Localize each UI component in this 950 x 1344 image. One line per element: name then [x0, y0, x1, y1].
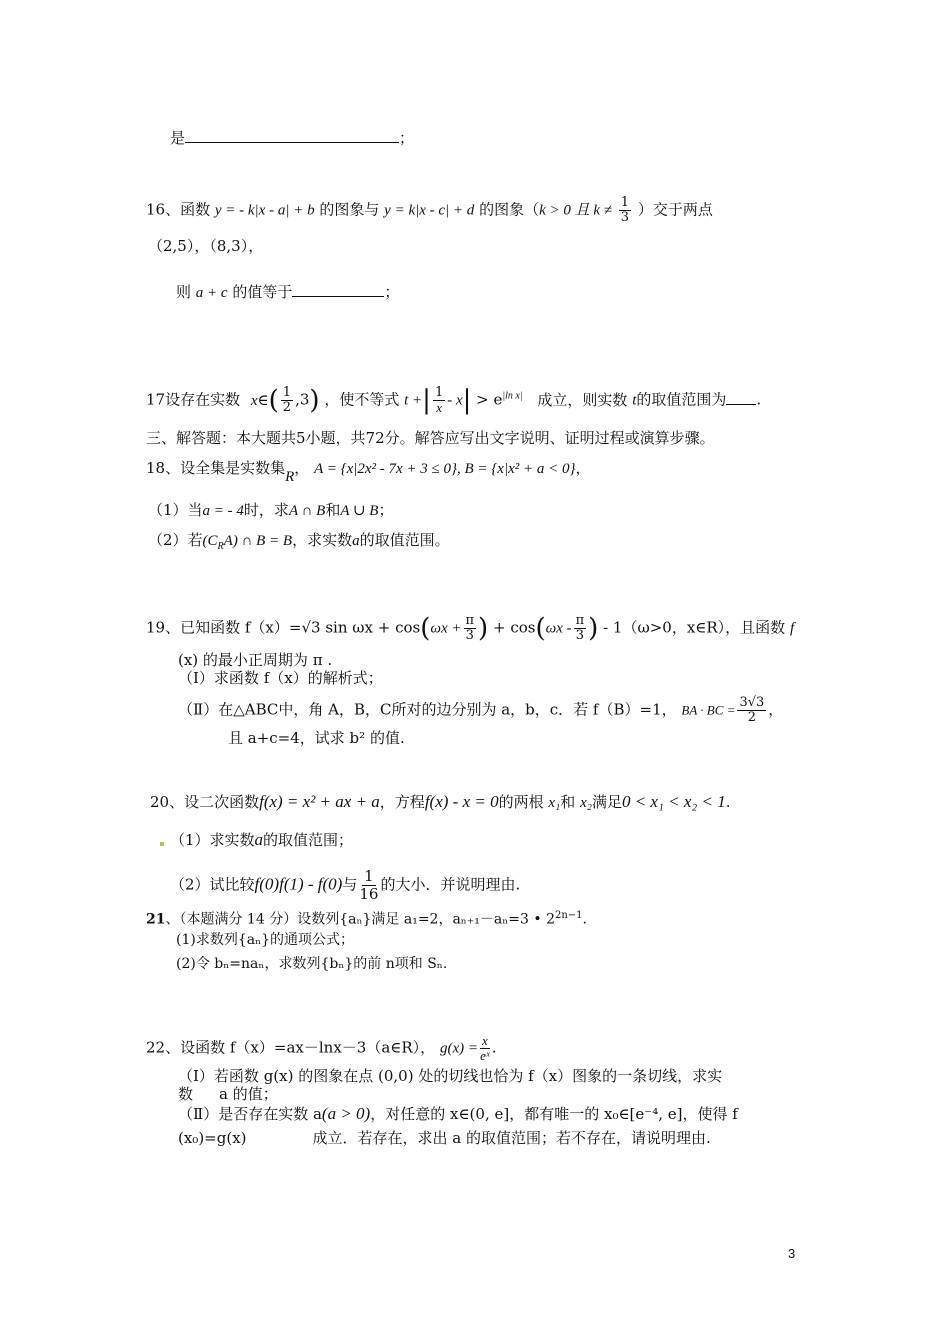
q19-part2-fraction: $\frac{3√3}{2}$	[739, 695, 765, 725]
q19-pi-fraction-1: $\frac{\pi}{3}$	[465, 613, 475, 643]
q19-part1: （Ⅰ）求函数 f（x）的解析式；	[178, 669, 383, 687]
q17-line: 17设存在实数 x∈( $\frac{1}{2}$ ,3) ，使不等式 t +| $\frac{1}{x}$ - $x| > e^{|ln x|}$ 成立，则实数 t的取值范围为 .	[146, 385, 762, 416]
q20-line1: 20、设二次函数f(x) = x² + ax + a，方程f(x) - x = 0的两根 x₁和 x₂满足0 < x₁ < x₂ < 1.	[150, 792, 731, 811]
section-3-heading: 三、解答题：本大题共5小题，共72分。解答应写出文字说明、证明过程或演算步骤。	[146, 429, 715, 447]
q22-part1-line1: （Ⅰ）若函数 g(x) 的图象在点 (0,0) 处的切线也恰为 f（x）图象的一条切线，求实	[178, 1067, 723, 1085]
q19-line2: (x) 的最小正周期为 π .	[178, 651, 333, 669]
q19-line1: 19、已知函数 f（x）=√3 sin ωx + cos(ωx + $\frac{\pi}{3}$ ) + cos(ωx - $\frac{\pi}{3}$ ) - 1（ω>0，x∈R），且函数 f	[146, 613, 795, 644]
q20-fraction: $\frac{1}{16}$	[359, 867, 379, 903]
q22-part1-line2: 数 a 的值；	[178, 1085, 278, 1103]
q18-part1: （1）当a = - 4时，求A ∩ B和A ∪ B；	[148, 501, 394, 519]
q18-part2: （2）若$(C_RA)$ ∩ B = B，求实数a的取值范围。	[148, 531, 450, 552]
q19-part2-line2: 且 a+c=4，试求 b² 的值.	[228, 729, 405, 747]
q17-abs-fraction: $\frac{1}{x}$	[434, 385, 444, 415]
q22-part2-line2: (x₀)=g(x) 成立．若存在，求出 a 的取值范围；若不存在，请说明理由.	[178, 1129, 711, 1147]
q16-ask: 则 a + c 的值等于 ；	[176, 283, 400, 301]
q22-g-fraction: $\frac{x}{\text{eˣ}}$	[480, 1033, 490, 1063]
q20-part1: （1）求实数a的取值范围；	[170, 830, 354, 849]
page-number: 3	[788, 1246, 796, 1261]
q17-interval-fraction: $\frac{1}{2}$	[282, 385, 292, 415]
q21-part2: (2)令 bₙ=naₙ，求数列{bₙ}的前 n项和 Sₙ.	[176, 956, 448, 972]
q16-points: （2,5），（8,3），	[148, 237, 264, 255]
q21-line1: 21、（本题满分 14 分）设数列{aₙ}满足 a₁=2，aₙ₊₁－aₙ=3 • $2^{2n-1}$.	[146, 910, 587, 928]
q15-answer-blank	[185, 142, 399, 143]
q19-part2: （Ⅱ）在△ABC中，角 A，B，C所对的边分别为 a，b，c．若 f（B）=1， BA · BC = $\frac{3√3}{2}$ ，	[178, 695, 784, 725]
q21-part1: (1)求数列{aₙ}的通项公式；	[176, 932, 355, 948]
q15-line: 是 ；	[170, 129, 415, 147]
q18-line1: 18、设全集是实数集R， A = {x|2x² - 7x + 3 ≤ 0}, B = {x|x² + a < 0}，	[146, 459, 591, 485]
q22-line1: 22、设函数 f（x）=ax－lnx－3（a∈R）， g(x) = $\frac{x}{\text{eˣ}}$ .	[146, 1033, 497, 1063]
q16-fraction: $\frac{1}{3}$	[620, 195, 630, 225]
q16-line1: 16、函数 y = - k|x - a| + b 的图象与 y = k|x - c| + d 的图象（k > 0 且 k ≠ $\frac{1}{3}$ ）交于两点	[146, 195, 713, 225]
q20-part2: （2）试比较f(0)f(1) - f(0)与 $\frac{1}{16}$ 的大小．并说明理由.	[170, 867, 521, 903]
q22-part2-line1: （Ⅱ）是否存在实数 a(a > 0)，对任意的 x∈(0, e]，都有唯一的 x₀∈[e⁻⁴, e]，使得 f	[178, 1104, 738, 1123]
q16-answer-blank	[292, 296, 384, 297]
stray-mark	[160, 842, 164, 846]
q17-answer-blank	[726, 404, 756, 405]
q19-pi-fraction-2: $\frac{\pi}{3}$	[575, 613, 585, 643]
